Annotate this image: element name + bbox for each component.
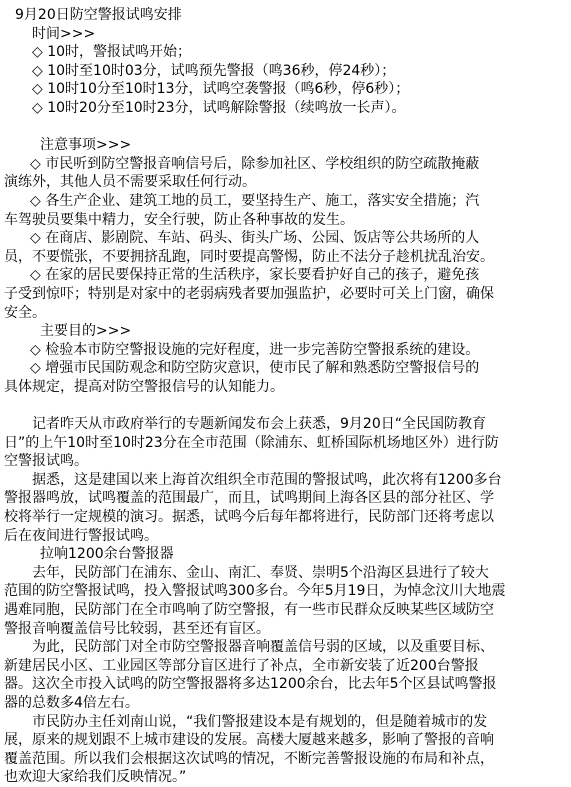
notes-line: 演练外，其他人员不需要采取任何行动。 — [4, 174, 256, 191]
schedule-item: ◇ 10时，警报试鸣开始； — [32, 44, 192, 61]
notes-line: 车驾驶员要集中精力，安全行驶，防止各种事故的发生。 — [4, 211, 354, 228]
article-paragraph-line: 据悉，这是建国以来上海首次组织全市范围的警报试鸣，此次将有1200多台 — [32, 471, 502, 488]
schedule-heading: 时间>>> — [32, 25, 96, 42]
goals-line: ◇ 增强市民国防观念和防空防灾意识，使市民了解和熟悉防空警报信号的 — [30, 360, 480, 377]
article-paragraph-line: 为此，民防部门对全市防空警报器音响覆盖信号弱的区域，以及重要目标、 — [32, 639, 494, 656]
notes-line: ◇ 市民听到防空警报音响信号后，除参加社区、学校组织的防空疏散掩蔽 — [30, 155, 480, 172]
schedule-item: ◇ 10时至10时03分，试鸣预先警报（鸣36秒，停24秒）； — [32, 62, 396, 79]
goals-line: ◇ 检验本市防空警报设施的完好程度，进一步完善防空警报系统的建设。 — [30, 341, 480, 358]
article-paragraph-line: 校将举行一定规模的演习。据悉，试鸣今后每年都将进行，民防部门还将考虑以 — [4, 509, 494, 526]
article-paragraph-line: 警报音响覆盖信号比较弱，甚至还有盲区。 — [4, 620, 270, 637]
notes-line: ◇ 在商店、影剧院、车站、码头、街头广场、公园、饭店等公共场所的人 — [30, 230, 480, 247]
article-paragraph-line: 警报器鸣放，试鸣覆盖的范围最广，而且，试鸣期间上海各区县的部分社区、学 — [4, 490, 494, 507]
document-title: 9月20日防空警报试鸣安排 — [15, 7, 182, 23]
document-body — [4, 6, 566, 787]
article-paragraph-line: 遇难同胞，民防部门在全市鸣响了防空警报，有一些市民群众反映某些区域防空 — [4, 602, 494, 618]
schedule-item: ◇ 10时10分至10时13分，试鸣空袭警报（鸣6秒，停6秒）； — [32, 81, 410, 98]
notes-line: 员，不要慌张，不要拥挤乱跑，同时要提高警惕，防止不法分子趁机扰乱治安。 — [4, 248, 494, 265]
notes-heading: 注意事项>>> — [40, 137, 132, 154]
notes-line: 安全。 — [4, 304, 46, 321]
article-paragraph-line: 范围的防空警报试鸣，投入警报试鸣300多台。今年5月19日，为悼念汶川大地震 — [4, 583, 506, 600]
article-paragraph-line: 空警报试鸣。 — [4, 453, 88, 470]
article-paragraph-line: 市民防办主任刘南山说，“我们警报建设本是有规划的，但是随着城市的发 — [32, 713, 488, 730]
goals-heading: 主要目的>>> — [40, 323, 132, 340]
spacer — [4, 118, 566, 137]
article-paragraph-line: 展，原来的规划跟不上城市建设的发展。高楼大厦越来越多，影响了警报的音响 — [4, 732, 494, 749]
article-paragraph-line: 后在夜间进行警报试鸣。 — [4, 527, 158, 544]
notes-line: ◇ 各生产企业、建筑工地的员工，要坚持生产、施工，落实安全措施；汽 — [30, 192, 480, 209]
article-paragraph-line: 新建居民小区、工业园区等部分盲区进行了补点，全市新安装了近200台警报 — [4, 657, 479, 674]
spacer — [4, 396, 566, 415]
article-paragraph-line: 去年，民防部门在浦东、金山、南汇、奉贤、崇明5个沿海区县进行了较大 — [32, 564, 489, 581]
notes-line: ◇ 在家的居民要保持正常的生活秩序，家长要看护好自己的孩子，避免孩 — [30, 267, 480, 284]
article-paragraph-line: 器的总数多4倍左右。 — [4, 694, 139, 711]
schedule-item: ◇ 10时20分至10时23分，试鸣解除警报（续鸣放一长声）。 — [32, 99, 406, 116]
article-paragraph-line: 器。这次全市投入试鸣的防空警报器将多达1200余台，比去年5个区县试鸣警报 — [4, 676, 497, 693]
goals-line: 具体规定，提高对防空警报信号的认知能力。 — [4, 378, 284, 395]
article-paragraph-line: 也欢迎大家给我们反映情况。” — [4, 769, 187, 786]
notes-line: 子受到惊吓；特别是对家中的老弱病残者要加强监护，必要时可关上门窗，确保 — [4, 285, 494, 302]
article-paragraph-line: 日”的上午10时至10时23分在全市范围（除浦东、虹桥国际机场地区外）进行防 — [4, 434, 499, 451]
article-paragraph-line: 记者昨天从市政府举行的专题新闻发布会上获悉，9月20日“全民国防教育 — [32, 416, 486, 433]
article-paragraph-line: 覆盖范围。所以我们会根据这次试鸣的情况，不断完善警报设施的布局和补点， — [4, 750, 494, 767]
article-subheading: 拉响1200余台警报器 — [40, 546, 174, 563]
